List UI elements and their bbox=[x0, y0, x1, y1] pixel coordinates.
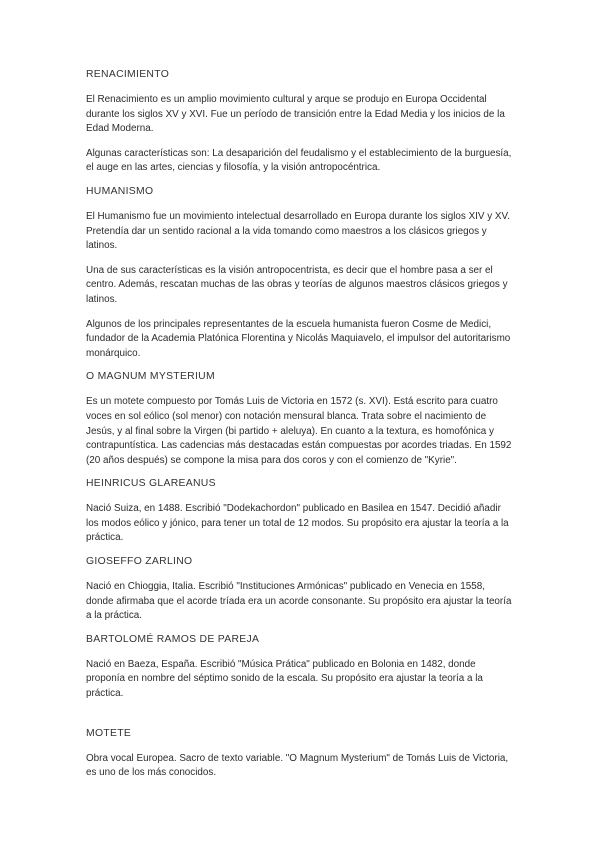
section-heading: GIOSEFFO ZARLINO bbox=[86, 556, 193, 568]
section-heinricus-glareanus bbox=[86, 477, 512, 546]
paragraph: Es un motete compuesto por Tomás Luis de Victoria en 1572 (s. XVI). Está escrito para cuatro voces en sol eólico (sol menor) con notación mensural blanca. Trata sobre el nacimiento de Jesús, y al final sobre la Virgen (bi partido + aleluya). En cuanto a la textura, es homofónica y contrapuntística. Las cadencias más destacadas están compuestas por acordes triadas. En 1592 (20 años después) se compone la misa para dos coros y con el comienzo de "Kyrie". bbox=[86, 396, 512, 466]
section-bartolome-ramos-de-pareja bbox=[86, 633, 512, 702]
paragraph: Obra vocal Europea. Sacro de texto variable. "O Magnum Mysterium" de Tomás Luis de Victoria, es uno de los más conocidos. bbox=[86, 752, 509, 779]
paragraph: Nació Suiza, en 1488. Escribió "Dodekachordon" publicado en Basilea en 1547. Decidió añadir los modos eólico y jónico, para tener un total de 12 modos. Su propósito era ajustar la teoría a la práctica. bbox=[86, 503, 509, 544]
paragraph: Algunos de los principales representantes de la escuela humanista fueron Cosme de Medici, fundador de la Academia Platónica Florentina y Nicolás Maquiavelo, el impulsor del autoritarismo monárquico. bbox=[86, 318, 511, 359]
section-heading: HEINRICUS GLAREANUS bbox=[86, 478, 216, 490]
paragraph: Una de sus características es la visión antropocentrista, es decir que el hombre pasa a ser el centro. Además, rescatan muchas de las obras y teorías de algunos maestros clásicos griegos y latinos. bbox=[86, 264, 508, 305]
paragraph: Nació en Baeza, España. Escribió "Música Prática" publicado en Bolonia en 1482, donde proponía en nombre del séptimo sonido de la escala. Su propósito era ajustar la teoría a la práctica. bbox=[86, 658, 483, 700]
section-humanismo bbox=[86, 185, 512, 361]
section-o-magnum-mysterium bbox=[86, 370, 512, 468]
section-heading: HUMANISMO bbox=[86, 185, 154, 197]
paragraph: El Humanismo fue un movimiento intelectual desarrollado en Europa durante los siglos XIV y XV. Pretendía dar un sentido racional a la vida tomando como maestros a los clásicos griegos y latinos. bbox=[86, 210, 510, 252]
paragraph: Nació en Chioggia, Italia. Escribió "Instituciones Armónicas" publicado en Venecia en 1558, donde afirmaba que el acorde tríada era un acorde consonante. Su propósito era ajustar la teoría a la práctica. bbox=[86, 581, 512, 622]
section-heading: MOTETE bbox=[86, 727, 132, 739]
section-renacimiento bbox=[86, 68, 512, 176]
section-gioseffo-zarlino bbox=[86, 555, 512, 624]
paragraph: El Renacimiento es un amplio movimiento cultural y arque se produjo en Europa Occidental durante los siglos XV y XVI. Fue un período de transición entre la Edad Media y los inicios de la Edad Moderna. bbox=[86, 94, 505, 135]
section-heading: RENACIMIENTO bbox=[86, 69, 170, 80]
section-heading: BARTOLOMÉ RAMOS DE PAREJA bbox=[86, 633, 260, 645]
blank-line bbox=[86, 711, 512, 727]
section-heading: O MAGNUM MYSTERIUM bbox=[86, 371, 215, 383]
section-motete bbox=[86, 727, 512, 781]
paragraph: Algunas características son: La desaparición del feudalismo y el establecimiento de la burguesía, el auge en las artes, ciencias y filosofía, y la visión antropocéntrica. bbox=[86, 147, 512, 174]
